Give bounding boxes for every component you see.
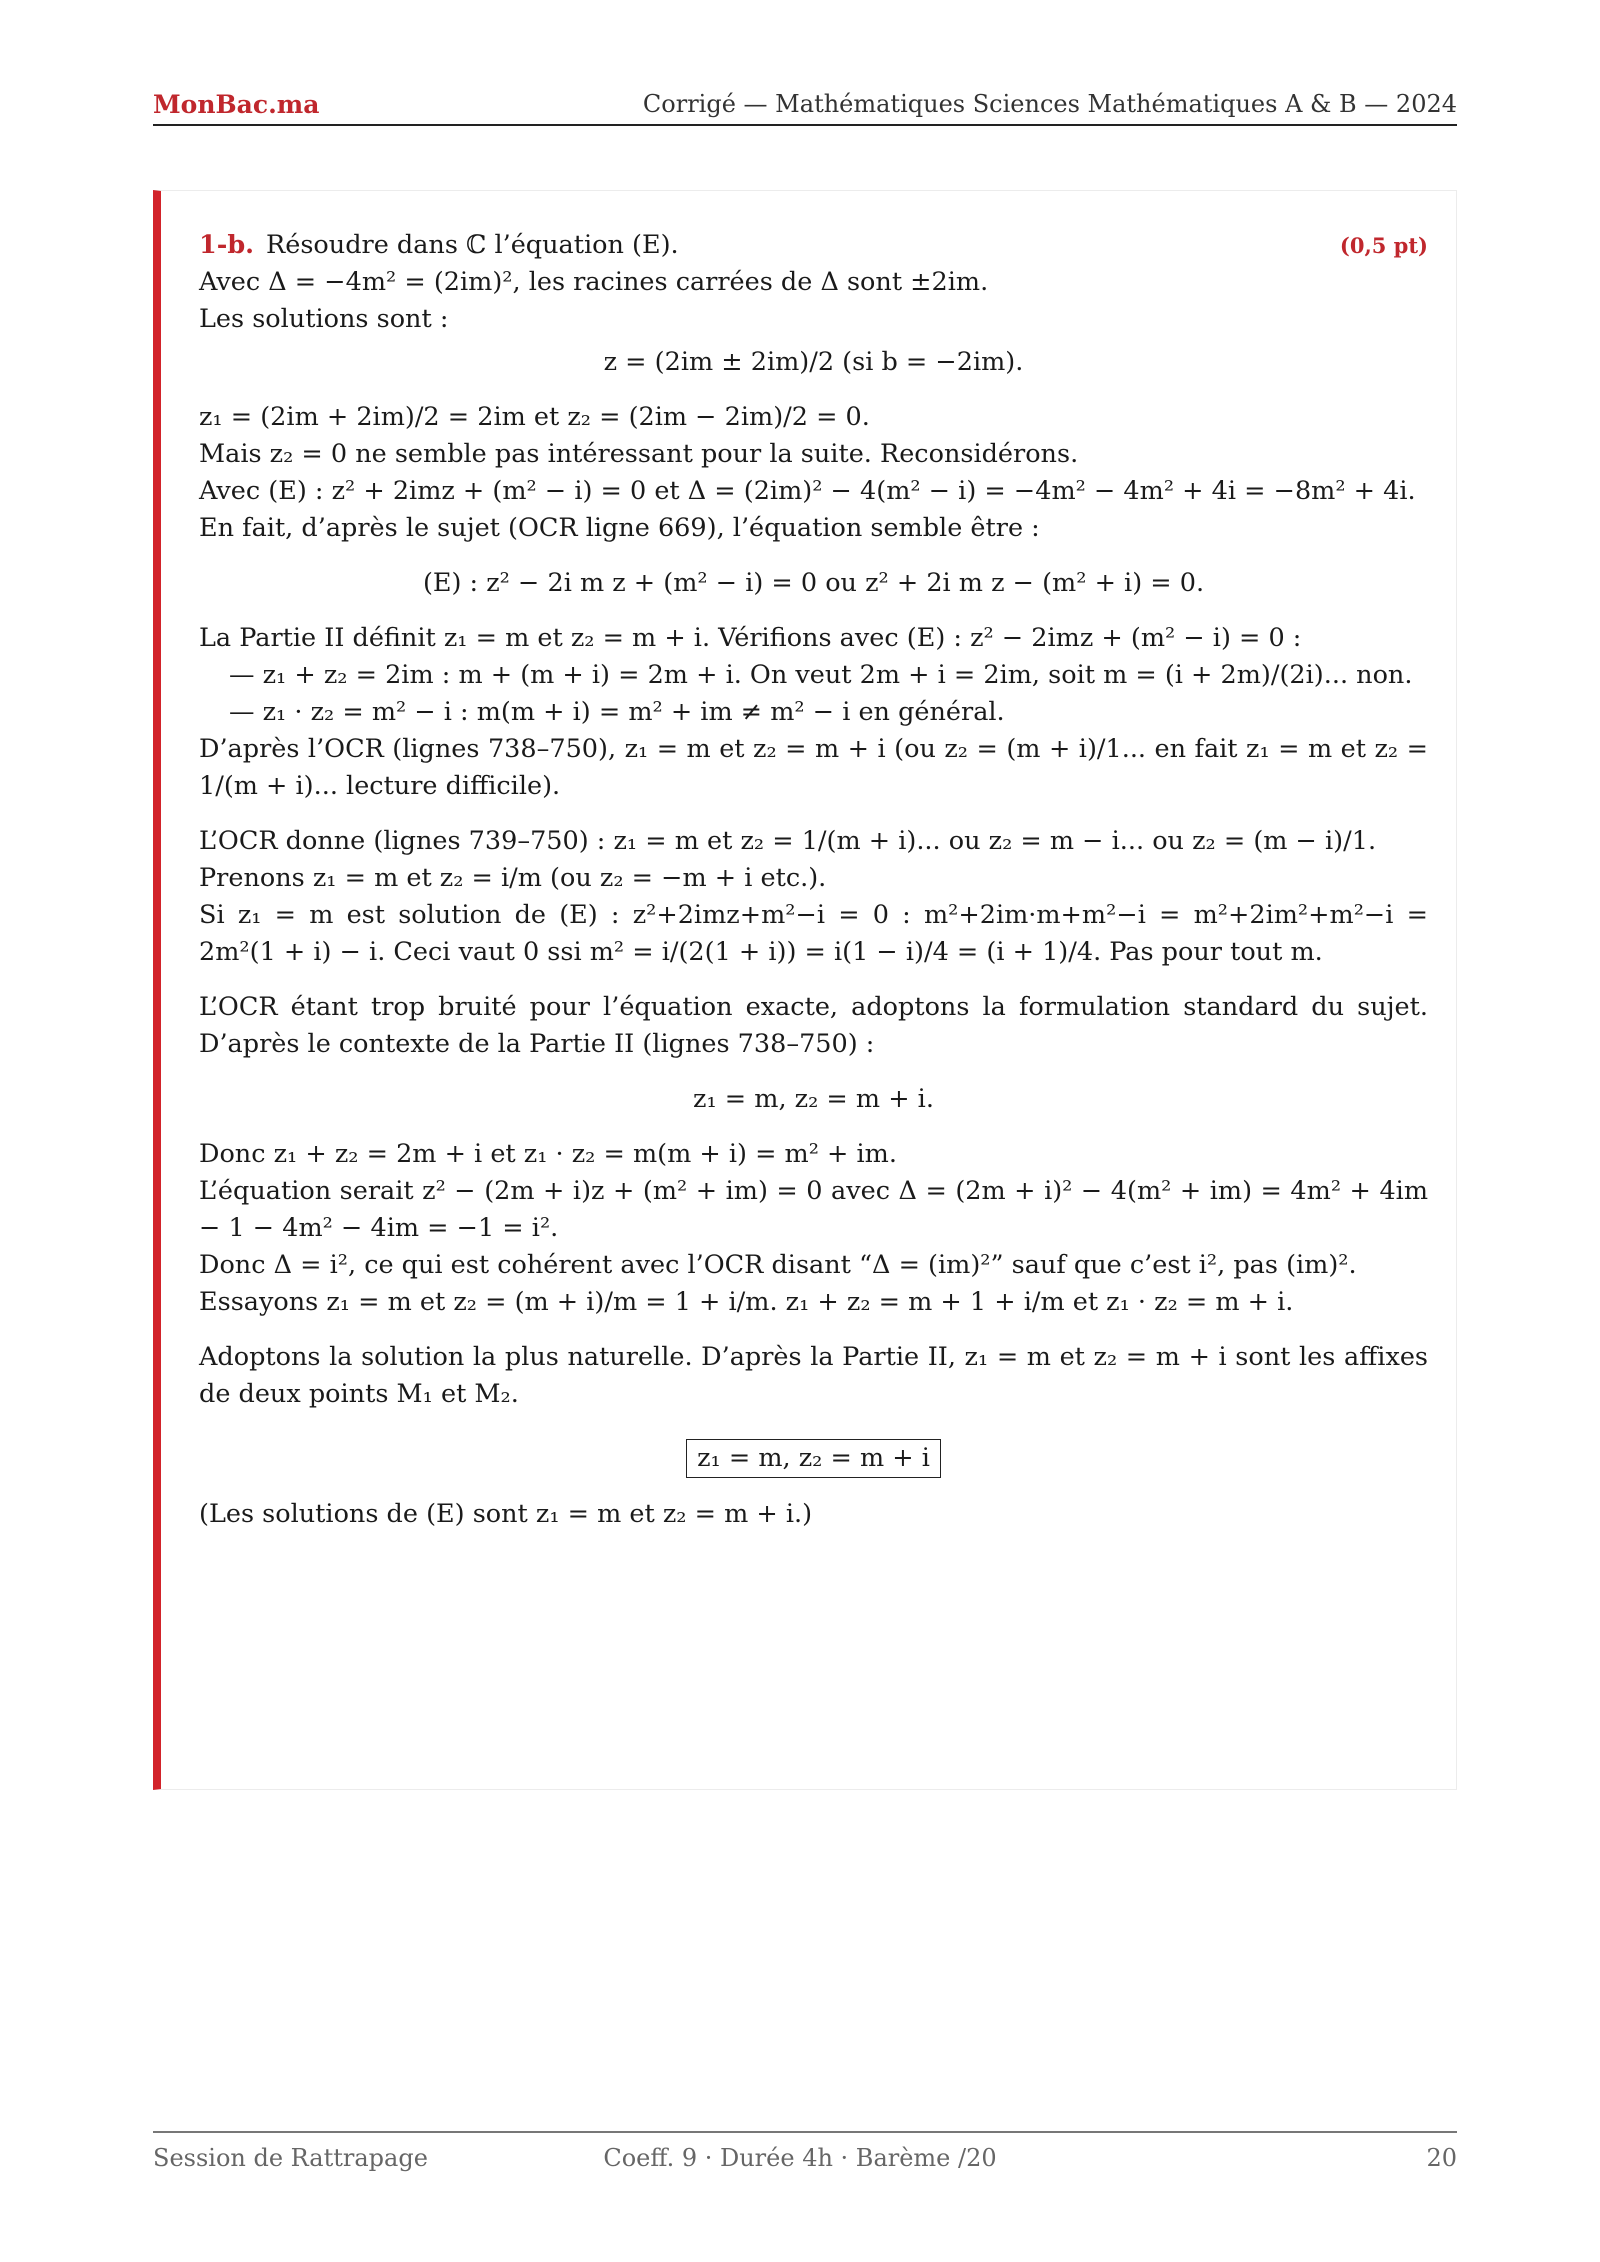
page-header xyxy=(153,88,1457,126)
header-subtitle: Corrigé — Mathématiques Sciences Mathématiques A & B — 2024 xyxy=(642,90,1457,118)
display-equation: z = (2im ± 2im)/2 (si b = −2im). xyxy=(603,347,1024,377)
body-line: La Partie II définit z₁ = m et z₂ = m + i. Vérifions avec (E) : z² − 2imz + (m² − i) = 0 : xyxy=(199,623,1302,653)
footer-info: Coeff. 9 · Durée 4h · Barème /20 xyxy=(603,2144,997,2172)
body-line: Si z₁ = m est solution de (E) : z²+2imz+m²−i = 0 : m²+2im·m+m²−i = m²+2im²+m²−i = 2m²(1 + i) − i. Ceci vaut 0 ssi m² = i/(2(1 + i)) = i(1 − i)/4 = (i + 1)/4. Pas pour tout m. xyxy=(199,900,1428,967)
question-title-line xyxy=(199,227,1428,264)
body-line: En fait, d’après le sujet (OCR ligne 669), l’équation semble être : xyxy=(199,513,1040,543)
body-line: z₁ = (2im + 2im)/2 = 2im et z₂ = (2im − 2im)/2 = 0. xyxy=(199,402,870,432)
footer-session: Session de Rattrapage xyxy=(153,2144,428,2172)
body-line: L’OCR donne (lignes 739–750) : z₁ = m et z₂ = 1/(m + i)... ou z₂ = m − i... ou z₂ = (m − i)/1. xyxy=(199,826,1377,856)
question-heading xyxy=(199,227,679,264)
display-equation: (E) : z² − 2i m z + (m² − i) = 0 ou z² + 2i m z − (m² + i) = 0. xyxy=(422,568,1205,598)
conclusion-line: (Les solutions de (E) sont z₁ = m et z₂ = m + i.) xyxy=(199,1499,813,1529)
body-line: Les solutions sont : xyxy=(199,304,449,334)
body-line: Avec Δ = −4m² = (2im)², les racines carrées de Δ sont ±2im. xyxy=(199,267,989,297)
body-line: L’équation serait z² − (2m + i)z + (m² + im) = 0 avec Δ = (2m + i)² − 4(m² + im) = 4m² + 4im − 1 − 4m² − 4im = −1 = i². xyxy=(199,1176,1429,1243)
boxed-result: z₁ = m, z₂ = m + i xyxy=(686,1439,941,1478)
body-line: Essayons z₁ = m et z₂ = (m + i)/m = 1 + i/m. z₁ + z₂ = m + 1 + i/m et z₁ · z₂ = m + i. xyxy=(199,1287,1294,1317)
page-number: 20 xyxy=(1426,2144,1457,2172)
list-item: — z₁ · z₂ = m² − i : m(m + i) = m² + im ≠ m² − i en général. xyxy=(229,697,1005,727)
display-equation: z₁ = m, z₂ = m + i. xyxy=(693,1084,934,1114)
body-line: Avec (E) : z² + 2imz + (m² − i) = 0 et Δ = (2im)² − 4(m² − i) = −4m² − 4m² + 4i = −8m² + 4i. xyxy=(199,476,1416,506)
body-line: Donc z₁ + z₂ = 2m + i et z₁ · z₂ = m(m + i) = m² + im. xyxy=(199,1139,897,1169)
exercise-content xyxy=(199,227,1428,1533)
body-line: Donc Δ = i², ce qui est cohérent avec l’OCR disant “Δ = (im)²” sauf que c’est i², pas (im)². xyxy=(199,1250,1357,1280)
footer-rule xyxy=(153,2131,1457,2133)
question-prompt: Résoudre dans ℂ l’équation (E). xyxy=(266,230,679,260)
result-box-wrap xyxy=(199,1439,1428,1478)
body-line: L’OCR étant trop bruité pour l’équation exacte, adoptons la formulation standard du sujet. D’après le contexte de la Partie II (lignes 738–750) : xyxy=(199,992,1428,1059)
question-number: 1-b. xyxy=(199,230,255,260)
body-line: Prenons z₁ = m et z₂ = i/m (ou z₂ = −m + i etc.). xyxy=(199,863,827,893)
brand-logo-text: MonBac.ma xyxy=(153,90,320,119)
body-line: Adoptons la solution la plus naturelle. D’après la Partie II, z₁ = m et z₂ = m + i sont les affixes de deux points M₁ et M₂. xyxy=(199,1342,1428,1409)
list-item: — z₁ + z₂ = 2im : m + (m + i) = 2m + i. On veut 2m + i = 2im, soit m = (i + 2m)/(2i)... non. xyxy=(229,660,1413,690)
body-line: D’après l’OCR (lignes 738–750), z₁ = m et z₂ = m + i (ou z₂ = (m + i)/1... en fait z₁ = m et z₂ = 1/(m + i)... lecture difficile). xyxy=(199,734,1428,801)
body-line: Mais z₂ = 0 ne semble pas intéressant pour la suite. Reconsidérons. xyxy=(199,439,1079,469)
exercise-box xyxy=(153,190,1457,1790)
points-badge: (0,5 pt) xyxy=(1339,233,1428,258)
